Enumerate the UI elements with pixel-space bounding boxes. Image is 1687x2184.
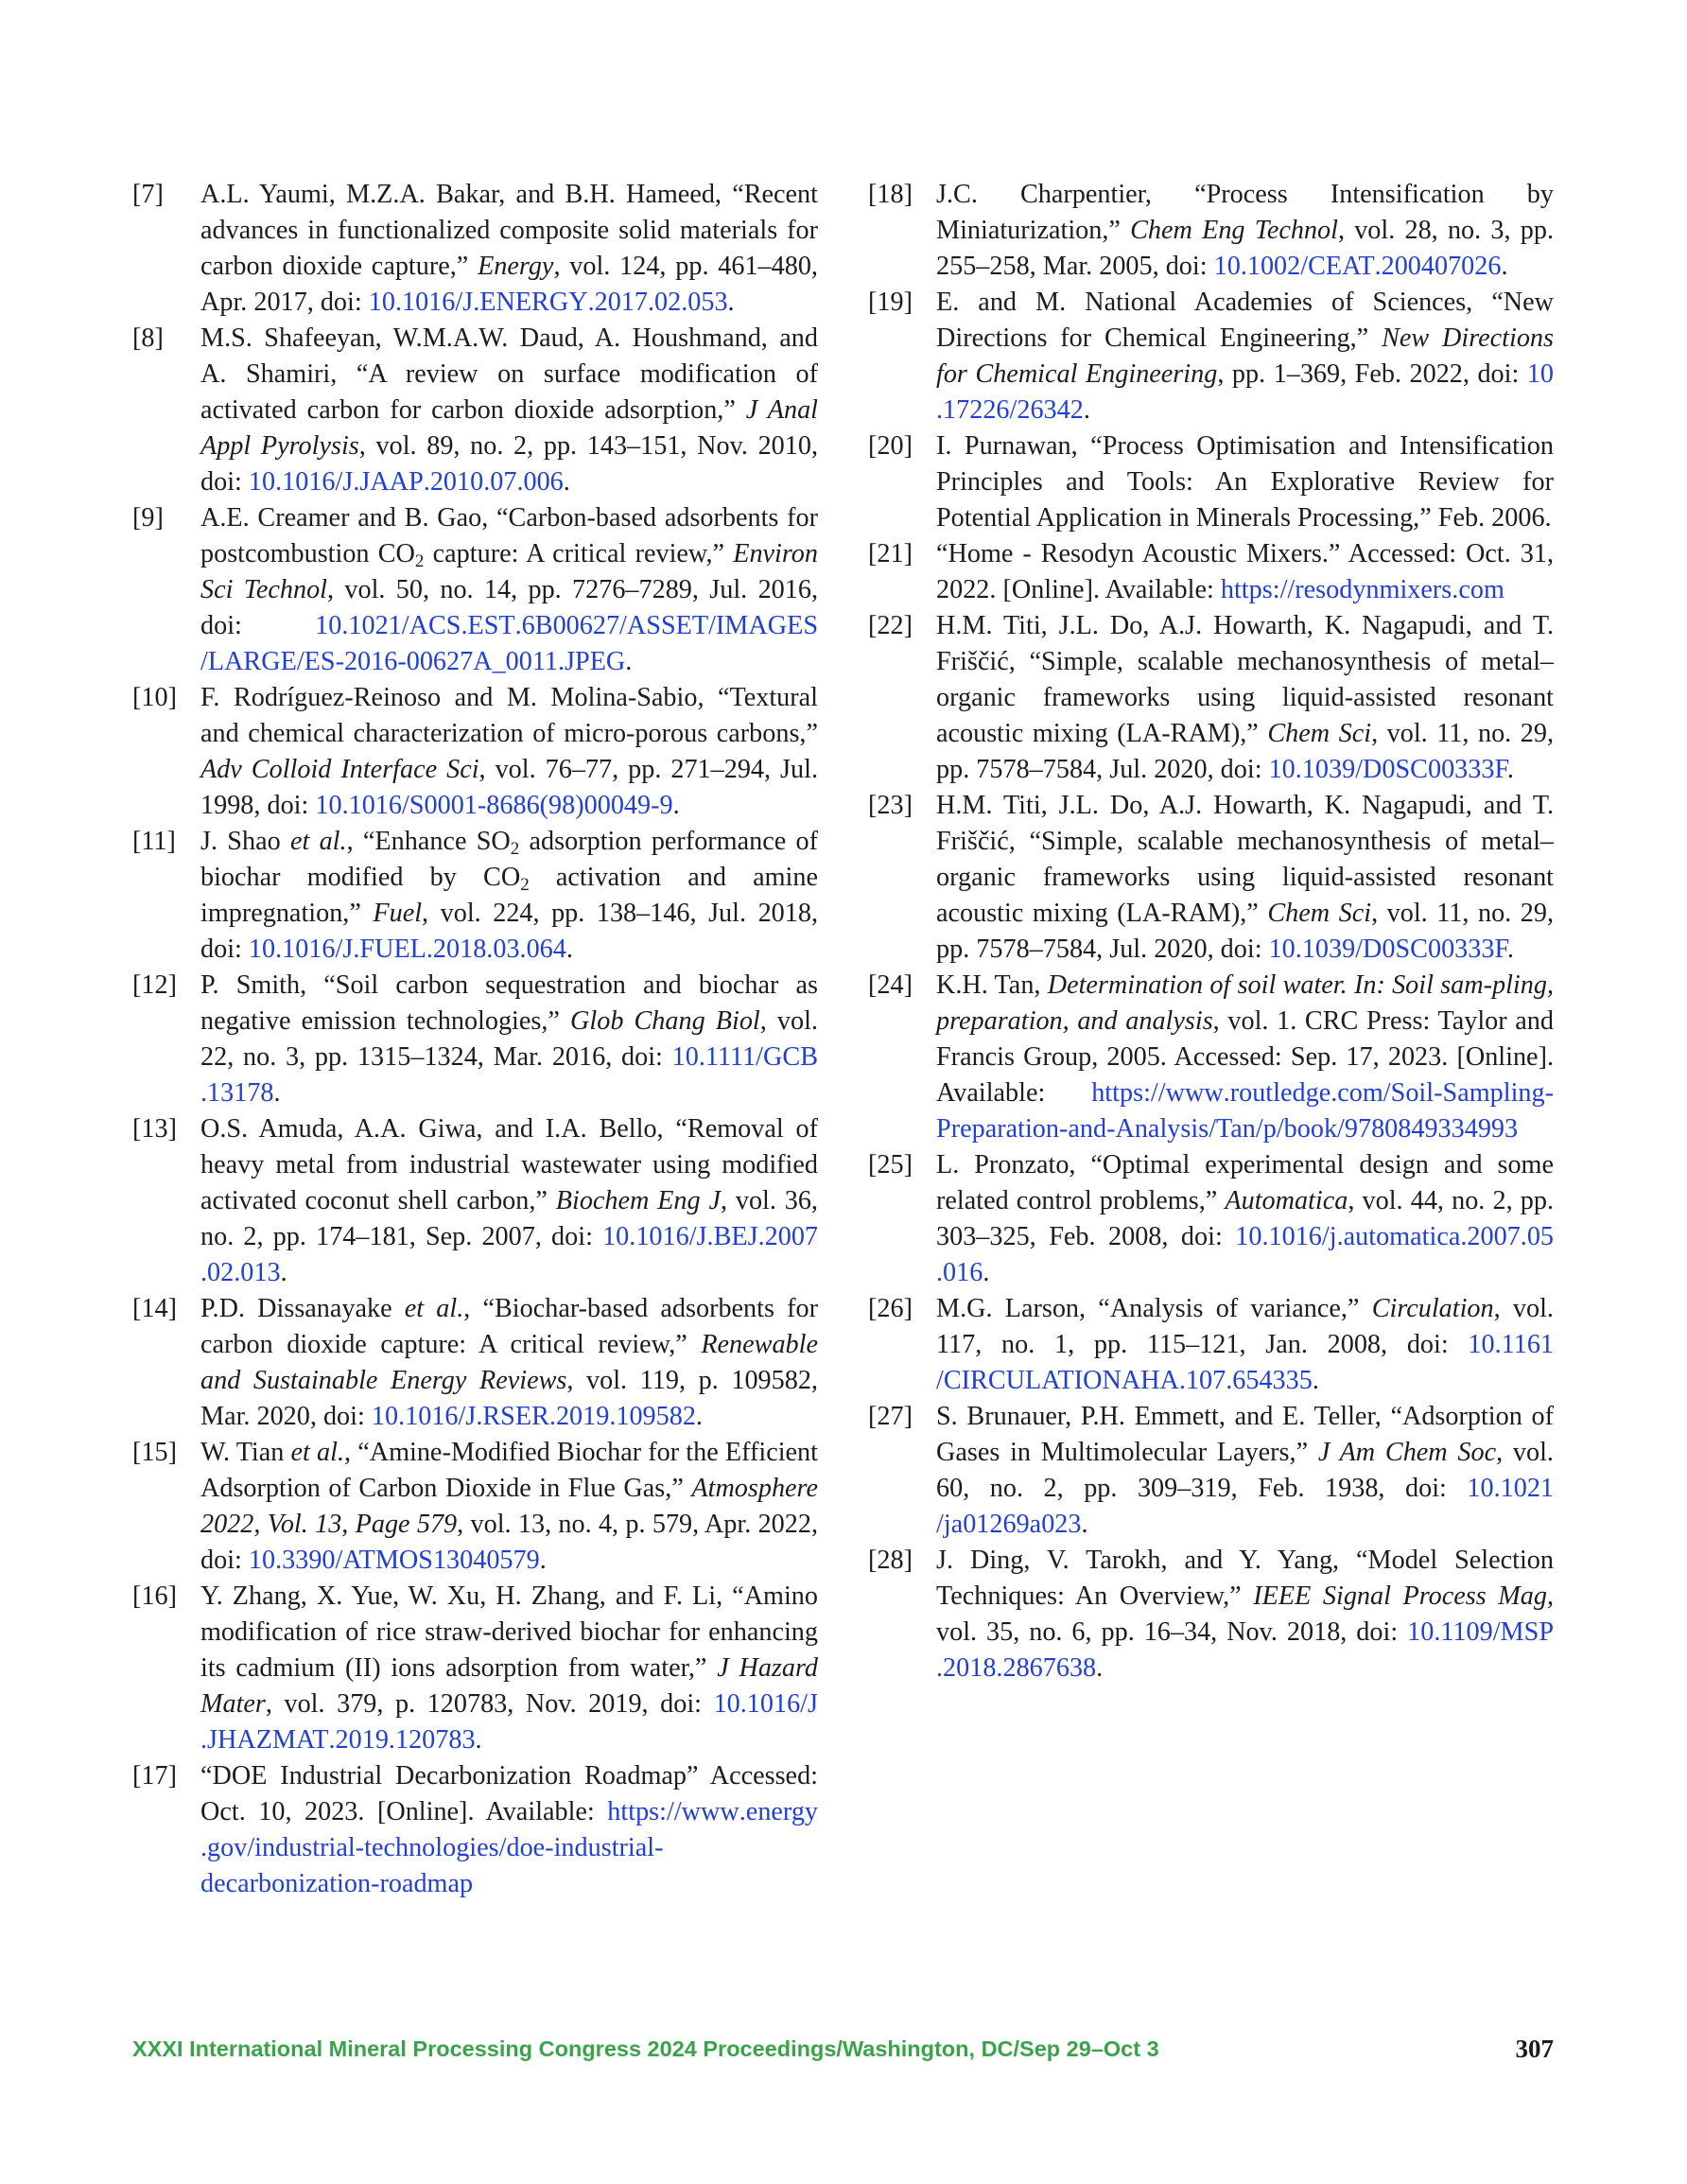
reference-link[interactable]: https://resodynmixers.com [1220, 575, 1504, 604]
italic-title: Energy [478, 252, 554, 281]
reference-segment: . [1096, 1653, 1104, 1683]
reference-segment: P. Smith, “Soil carbon sequestration and biochar as negative emission technologies,” [200, 970, 818, 1036]
reference-segment: , vol. 35, no. 6, pp. 16–34, Nov. 2018, doi: [936, 1581, 1554, 1647]
reference-segment: , vol. 60, no. 2, pp. 309–319, Feb. 1938, doi: [936, 1438, 1554, 1503]
reference-segment: J. Shao [200, 827, 290, 856]
reference-text [936, 177, 1554, 285]
reference-link[interactable]: 10.1002/CEAT.200407026 [1213, 252, 1502, 281]
reference-text [200, 1111, 818, 1291]
italic-title: Adv Colloid Interface Sci [200, 755, 479, 784]
reference-text [200, 824, 818, 968]
reference-number: [24] [868, 970, 913, 1000]
reference-number: [28] [868, 1546, 913, 1575]
reference-segment: . [475, 1725, 482, 1755]
reference-segment: , vol. 50, no. 14, pp. 7276–7289, Jul. 2016, doi: [200, 575, 818, 640]
page-number: 307 [1515, 2035, 1554, 2063]
reference-segment: I. Purnawan, “Process Optimisation and Intensification Principles and Tools: An Explorative Review for Potential Application in Minerals Processing,” Feb. 2006. [936, 431, 1554, 533]
reference-text [936, 428, 1554, 536]
reference-segment: E. and M. National Academies of Sciences, “New Directions for Chemical Engineering,” [936, 288, 1554, 353]
reference-number: [10] [132, 683, 177, 712]
italic-title: Determination of soil water. In: Soil sam-pling, preparation, and analysis [936, 970, 1555, 1036]
reference-entry [132, 1291, 818, 1435]
reference-segment: . [1501, 252, 1508, 281]
reference-entry [868, 788, 1554, 968]
reference-segment: , “Amine-Modified Biochar for the Efficient Adsorption of Carbon Dioxide in Flue Gas,” [200, 1438, 818, 1503]
reference-segment: . [1083, 395, 1090, 425]
reference-segment: , vol. 76–77, pp. 271–294, Jul. 1998, doi: [200, 755, 818, 820]
reference-segment: , vol. 117, no. 1, pp. 115–121, Jan. 2008, doi: [936, 1294, 1554, 1359]
reference-number: [16] [132, 1581, 177, 1611]
reference-entry [132, 177, 818, 321]
reference-segment: , vol. 11, no. 29, pp. 7578–7584, Jul. 2020, doi: [936, 899, 1554, 964]
reference-text [200, 1758, 818, 1902]
reference-number: [15] [132, 1438, 177, 1467]
reference-number: [13] [132, 1114, 177, 1144]
reference-segment: A.L. Yaumi, M.Z.A. Bakar, and B.H. Hameed, “Recent advances in functionalized composite solid materials for carbon dioxide capture,” [200, 180, 818, 281]
italic-title: et al. [404, 1294, 464, 1323]
reference-text [936, 1543, 1554, 1686]
reference-segment: , vol. 22, no. 3, pp. 1315–1324, Mar. 2016, doi: [200, 1006, 818, 1072]
reference-link[interactable]: 10.1111/GCB.13178 [200, 1042, 818, 1108]
reference-segment: . [273, 1078, 281, 1108]
reference-entry [868, 177, 1554, 285]
reference-segment: . [727, 288, 735, 317]
reference-segment: , vol. 1. CRC Press: Taylor and Francis Group, 2005. Accessed: Sep. 17, 2023. [Online]. Available: [936, 1006, 1554, 1108]
reference-entry [868, 1147, 1554, 1291]
reference-segment: . [563, 467, 570, 497]
reference-text [936, 536, 1554, 608]
reference-link[interactable]: 10.1016/J.JAAP.2010.07.006 [248, 467, 564, 497]
reference-link[interactable]: 10.1039/D0SC00333F [1268, 935, 1507, 964]
italic-title: J Am Chem Soc [1317, 1438, 1497, 1467]
reference-number: [8] [132, 323, 164, 353]
reference-link[interactable]: 10.1016/j.automatica.2007.05.016 [936, 1222, 1554, 1287]
reference-segment: S. Brunauer, P.H. Emmett, and E. Teller, “Adsorption of Gases in Multimolecular Layers,” [936, 1402, 1554, 1467]
reference-entry [868, 536, 1554, 608]
reference-number: [17] [132, 1761, 177, 1791]
reference-link[interactable]: https://www.energy.gov/industrial-technologies/doe-industrial-decarbonization-roadmap [200, 1797, 818, 1898]
reference-link[interactable]: 10.1016/S0001-8686(98)00049-9 [315, 791, 673, 820]
reference-segment: , vol. 379, p. 120783, Nov. 2019, doi: [265, 1689, 714, 1719]
italic-title: Chem Sci [1267, 719, 1372, 748]
reference-segment: . [1506, 755, 1514, 784]
reference-text [200, 177, 818, 321]
italic-title: et al. [289, 827, 347, 856]
reference-entry [868, 1543, 1554, 1686]
reference-link[interactable]: 10.1039/D0SC00333F [1268, 755, 1507, 784]
reference-entry [868, 968, 1554, 1147]
reference-text [200, 321, 818, 500]
reference-link[interactable]: 10.1016/J.BEJ.2007.02.013 [200, 1222, 818, 1287]
reference-link[interactable]: 10.1016/J.JHAZMAT.2019.120783 [200, 1689, 818, 1755]
reference-number: [9] [132, 503, 164, 533]
reference-segment: . [280, 1258, 287, 1287]
reference-segment: , vol. 224, pp. 138–146, Jul. 2018, doi: [200, 899, 818, 964]
reference-segment: O.S. Amuda, A.A. Giwa, and I.A. Bello, “Removal of heavy metal from industrial wastewater using modified activated coconut shell carbon,” [200, 1114, 818, 1215]
italic-title: IEEE Signal Process Mag [1253, 1581, 1547, 1611]
reference-text [200, 680, 818, 824]
reference-entry [132, 1111, 818, 1291]
reference-number: [26] [868, 1294, 913, 1323]
reference-entry [868, 1291, 1554, 1399]
reference-segment: , vol. 44, no. 2, pp. 303–325, Feb. 2008, doi: [936, 1186, 1554, 1251]
reference-segment: . [672, 791, 680, 820]
reference-number: [22] [868, 611, 913, 640]
reference-segment: . [625, 647, 633, 676]
footer-proceedings-title: XXXI International Mineral Processing Congress 2024 Proceedings/Washington, DC/Sep 29–Oct 3 [132, 2036, 1159, 2061]
reference-entry [132, 680, 818, 824]
reference-number: [11] [132, 827, 176, 856]
reference-segment: . [1081, 1510, 1088, 1539]
reference-segment: , vol. 28, no. 3, pp. 255–258, Mar. 2005, doi: [936, 216, 1554, 281]
reference-segment: H.M. Titi, J.L. Do, A.J. Howarth, K. Nagapudi, and T. Friščić, “Simple, scalable mechanosynthesis of metal–organic frameworks using liquid-assisted resonant acoustic mixing (LA-RAM),” [936, 791, 1554, 928]
reference-number: [25] [868, 1150, 913, 1179]
reference-link[interactable]: 10.1021/ACS.EST.6B00627/ASSET/IMAGES/LARGE/ES-2016-00627A_0011.JPEG [200, 611, 818, 676]
reference-entry [132, 1435, 818, 1579]
reference-number: [20] [868, 431, 913, 461]
reference-segment: capture: A critical review,” [424, 539, 734, 568]
reference-link[interactable]: 10.17226/26342 [936, 359, 1555, 425]
italic-title: Chem Sci [1267, 899, 1372, 928]
reference-number: [23] [868, 791, 913, 820]
reference-link[interactable]: 10.1016/J.ENERGY.2017.02.053 [368, 288, 728, 317]
reference-text [936, 608, 1554, 788]
reference-entry [868, 1399, 1554, 1543]
reference-segment: F. Rodríguez-Reinoso and M. Molina-Sabio, “Textural and chemical characterization of micro-porous carbons,” [200, 683, 818, 748]
reference-segment: , vol. 13, no. 4, p. 579, Apr. 2022, doi: [200, 1510, 818, 1575]
reference-text [936, 1147, 1554, 1291]
reference-entry [868, 428, 1554, 536]
reference-segment: , vol. 124, pp. 461–480, Apr. 2017, doi: [200, 252, 818, 317]
reference-number: [21] [868, 539, 913, 568]
reference-link[interactable]: 10.1016/J.FUEL.2018.03.064 [248, 935, 566, 964]
reference-segment: . [565, 935, 573, 964]
italic-title: Chem Eng Technol [1130, 216, 1338, 245]
reference-segment: adsorption performance of biochar modified by CO [200, 827, 818, 892]
reference-segment: , vol. 119, p. 109582, Mar. 2020, doi: [200, 1366, 818, 1431]
reference-link[interactable]: https://www.routledge.com/Soil-Sampling-Preparation-and-Analysis/Tan/p/book/9780849334993 [936, 1078, 1554, 1144]
reference-entry [132, 824, 818, 968]
reference-link[interactable]: 10.1021/ja01269a023 [936, 1474, 1554, 1539]
reference-segment: . [1506, 935, 1514, 964]
reference-segment: , pp. 1–369, Feb. 2022, doi: [1217, 359, 1527, 389]
italic-title: Renewable and Sustainable Energy Reviews [200, 1330, 818, 1395]
reference-text [936, 1291, 1554, 1399]
reference-text [936, 788, 1554, 968]
italic-title: New Directions for Chemical Engineering [936, 323, 1554, 389]
reference-text [200, 968, 818, 1111]
italic-title: Fuel [373, 899, 423, 928]
subscript: 2 [520, 875, 530, 895]
italic-title: Biochem Eng J [555, 1186, 721, 1215]
reference-number: [19] [868, 288, 913, 317]
reference-segment: . [983, 1258, 990, 1287]
reference-entry [132, 321, 818, 500]
reference-segment: M.S. Shafeeyan, W.M.A.W. Daud, A. Houshmand, and A. Shamiri, “A review on surface modification of activated carbon for carbon dioxide adsorption,” [200, 323, 818, 425]
reference-number: [14] [132, 1294, 177, 1323]
reference-text [936, 1399, 1554, 1543]
reference-number: [27] [868, 1402, 913, 1431]
reference-segment: . [695, 1402, 703, 1431]
reference-text [936, 285, 1554, 428]
italic-title: J Hazard Mater [200, 1653, 819, 1719]
italic-title: Circulation [1371, 1294, 1494, 1323]
reference-link[interactable]: 10.1161/CIRCULATIONAHA.107.654335 [936, 1330, 1554, 1395]
reference-segment: , vol. 89, no. 2, pp. 143–151, Nov. 2010, doi: [200, 431, 818, 497]
reference-segment: , vol. 11, no. 29, pp. 7578–7584, Jul. 2020, doi: [936, 719, 1554, 784]
subscript: 2 [510, 839, 520, 859]
italic-title: J Anal Appl Pyrolysis [200, 395, 818, 461]
reference-segment: J.C. Charpentier, “Process Intensification by Miniaturization,” [936, 180, 1554, 245]
reference-segment: . [539, 1546, 547, 1575]
reference-link[interactable]: 10.1016/J.RSER.2019.109582 [371, 1402, 696, 1431]
reference-segment: W. Tian [200, 1438, 291, 1467]
reference-segment: , “Enhance SO [346, 827, 511, 856]
reference-segment: . [1312, 1366, 1319, 1395]
reference-segment: activation and amine impregnation,” [200, 863, 818, 928]
reference-segment: “Home - Resodyn Acoustic Mixers.” Accessed: Oct. 31, 2022. [Online]. Available: [936, 539, 1554, 604]
reference-link[interactable]: 10.3390/ATMOS13040579 [248, 1546, 540, 1575]
reference-entry [132, 968, 818, 1111]
reference-segment: J. Ding, V. Tarokh, and Y. Yang, “Model Selection Techniques: An Overview,” [936, 1546, 1554, 1611]
reference-number: [12] [132, 970, 177, 1000]
reference-number: [18] [868, 180, 913, 209]
italic-title: et al. [290, 1438, 345, 1467]
reference-link[interactable]: 10.1109/MSP.2018.2867638 [936, 1617, 1554, 1683]
reference-segment: L. Pronzato, “Optimal experimental design and some related control problems,” [936, 1150, 1554, 1215]
reference-number: [7] [132, 180, 164, 209]
reference-entry [132, 500, 818, 680]
subscript: 2 [414, 551, 425, 571]
reference-segment: P.D. Dissanayake [200, 1294, 405, 1323]
reference-text [200, 1435, 818, 1579]
reference-segment: , vol. 36, no. 2, pp. 174–181, Sep. 2007, doi: [200, 1186, 818, 1251]
reference-text [936, 968, 1554, 1147]
italic-title: Automatica [1225, 1186, 1348, 1215]
italic-title: Environ Sci Technol [200, 539, 818, 604]
reference-entry [132, 1579, 818, 1758]
reference-column-right [868, 177, 1554, 1686]
reference-segment: , “Biochar-based adsorbents for carbon dioxide capture: A critical review,” [200, 1294, 818, 1359]
reference-entry [868, 285, 1554, 428]
reference-text [200, 1579, 818, 1758]
reference-entry [868, 608, 1554, 788]
reference-segment: Y. Zhang, X. Yue, W. Xu, H. Zhang, and F. Li, “Amino modification of rice straw-derived biochar for enhancing its cadmium (II) ions adsorption from water,” [200, 1581, 818, 1683]
reference-text [200, 1291, 818, 1435]
reference-segment: A.E. Creamer and B. Gao, “Carbon-based adsorbents for postcombustion CO [200, 503, 818, 568]
italic-title: Glob Chang Biol [570, 1006, 760, 1036]
reference-text [200, 500, 818, 680]
reference-column-left [132, 177, 818, 1902]
italic-title: Atmosphere 2022, Vol. 13, Page 579 [200, 1474, 818, 1539]
reference-segment: “DOE Industrial Decarbonization Roadmap” Accessed: Oct. 10, 2023. [Online]. Available: [200, 1761, 818, 1826]
reference-segment: H.M. Titi, J.L. Do, A.J. Howarth, K. Nagapudi, and T. Friščić, “Simple, scalable mechanosynthesis of metal–organic frameworks using liquid-assisted resonant acoustic mixing (LA-RAM),” [936, 611, 1554, 748]
reference-segment: K.H. Tan, [936, 970, 1048, 1000]
reference-segment: M.G. Larson, “Analysis of variance,” [936, 1294, 1372, 1323]
reference-entry [132, 1758, 818, 1902]
